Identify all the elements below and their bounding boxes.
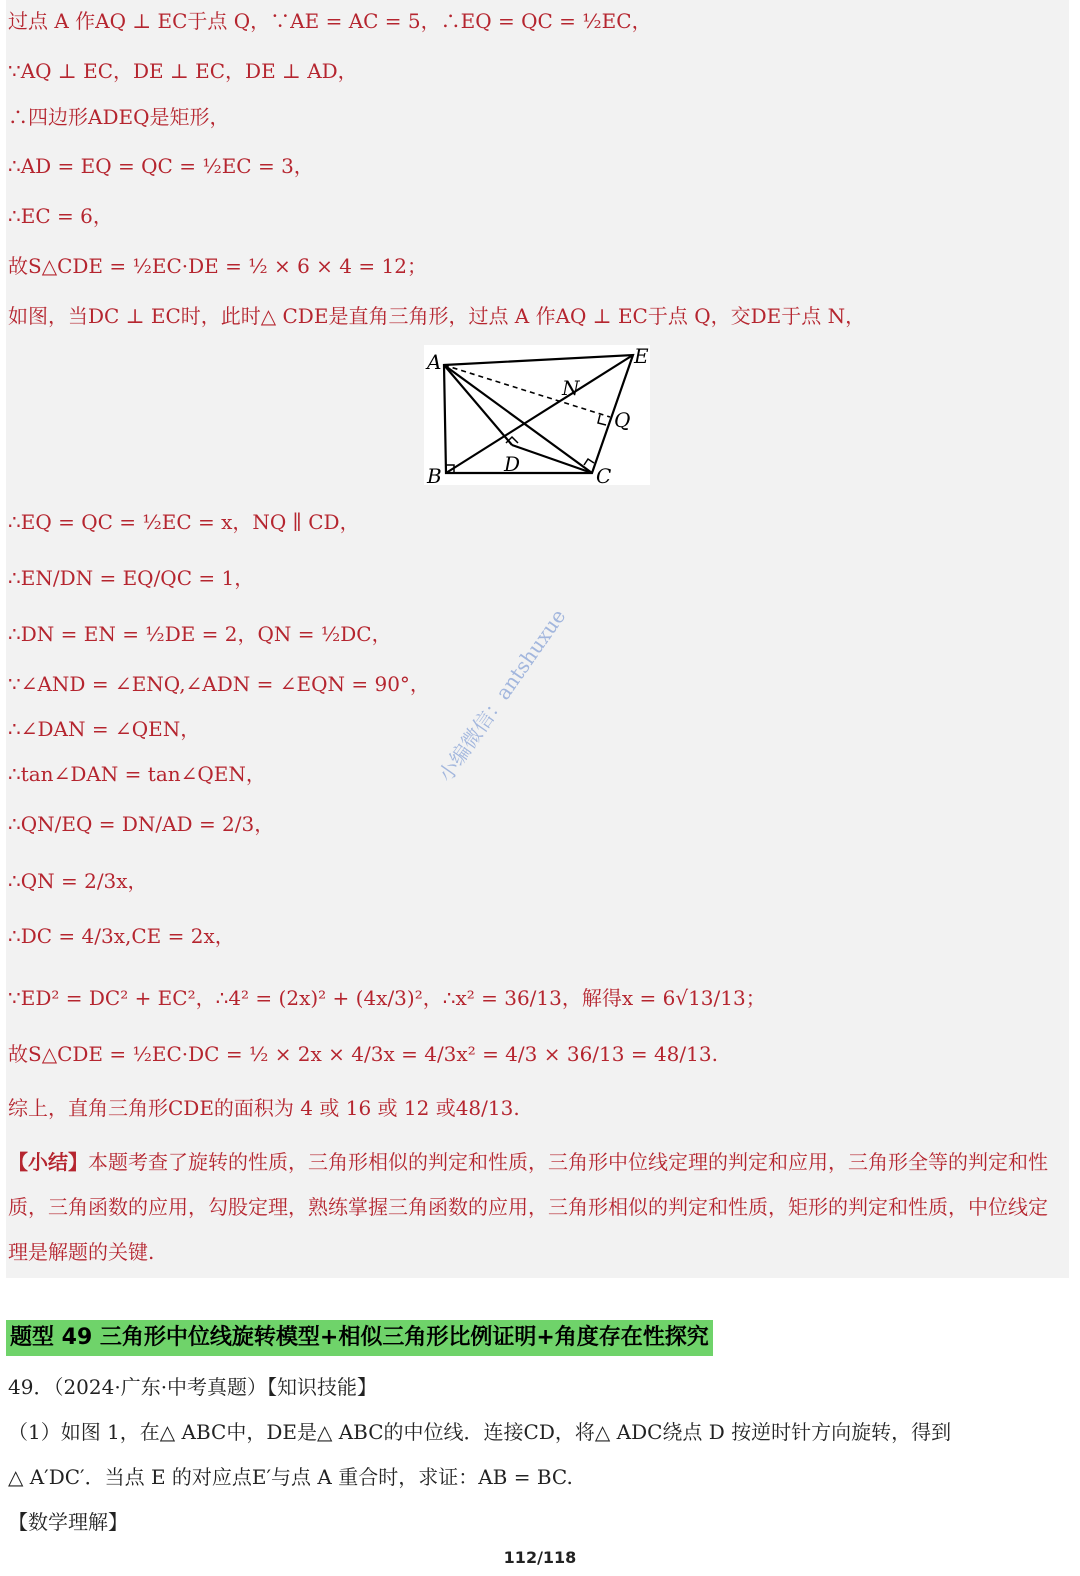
solution-line: ∴QN/EQ = DN/AD = 2/3，: [8, 812, 275, 836]
question-line: （1）如图 1，在△ ABC中，DE是△ ABC的中位线．连接CD，将△ ADC绕点 D 按逆时针方向旋转，得到: [8, 1420, 952, 1444]
label-q: Q: [614, 408, 631, 432]
solution-line: ∴EQ = QC = ½EC = x，NQ ∥ CD，: [8, 510, 360, 534]
summary-text: 本题考查了旋转的性质，三角形相似的判定和性质，三角形中位线定理的判定和应用，三角形全等的判定和性质，三角函数的应用，勾股定理，熟练掌握三角函数的应用，三角形相似的判定和性质，矩形的判定和性质，中位线定理是解题的关键.: [8, 1150, 1048, 1264]
solution-line: ∵AQ ⊥ EC，DE ⊥ EC，DE ⊥ AD，: [8, 59, 358, 83]
page-number: 112/118: [503, 1548, 577, 1567]
watermark: 小编微信：antshuxue: [433, 604, 571, 787]
label-c: C: [596, 464, 612, 485]
solution-line: 过点 A 作AQ ⊥ EC于点 Q，∵AE = AC = 5，∴EQ = QC = ½EC，: [8, 9, 652, 33]
summary-tag: 【小结】: [8, 1150, 88, 1174]
question-line: 49．（2024·广东·中考真题）【知识技能】: [8, 1375, 378, 1399]
solution-line: 故S△CDE = ½EC·DC = ½ × 2x × 4/3x = 4/3x² = 4/3 × 36/13 = 48/13.: [8, 1042, 718, 1066]
question-line: 【数学理解】: [8, 1510, 128, 1534]
solution-line: ∴EN/DN = EQ/QC = 1，: [8, 566, 255, 590]
label-n: N: [562, 376, 580, 400]
label-a: A: [427, 350, 442, 374]
section-title: 题型 49 三角形中位线旋转模型+相似三角形比例证明+角度存在性探究: [6, 1320, 713, 1356]
solution-line: ∵∠AND = ∠ENQ,∠ADN = ∠EQN = 90°，: [8, 672, 430, 696]
solution-line: 综上，直角三角形CDE的面积为 4 或 16 或 12 或48/13.: [8, 1096, 520, 1120]
label-e: E: [634, 345, 649, 368]
solution-line: ∴tan∠DAN = tan∠QEN，: [8, 762, 266, 786]
label-b: B: [427, 464, 442, 485]
geometry-figure: [424, 345, 650, 485]
solution-line: 如图，当DC ⊥ EC时，此时△ CDE是直角三角形，过点 A 作AQ ⊥ EC于点 Q，交DE于点 N，: [8, 304, 866, 328]
solution-line: ∵ED² = DC² + EC²，∴4² = (2x)² + (4x/3)²，∴x² = 36/13，解得x = 6√13/13；: [8, 986, 766, 1010]
summary-paragraph: [8, 1140, 1058, 1275]
solution-line: ∴DN = EN = ½DE = 2，QN = ½DC，: [8, 622, 392, 646]
label-d: D: [504, 452, 521, 476]
solution-line: ∴QN = 2/3x，: [8, 869, 148, 893]
solution-line: ∴四边形ADEQ是矩形，: [8, 105, 230, 129]
solution-line: 故S△CDE = ½EC·DE = ½ × 6 × 4 = 12；: [8, 254, 427, 278]
solution-line: ∴∠DAN = ∠QEN，: [8, 717, 201, 741]
solution-line: ∴AD = EQ = QC = ½EC = 3，: [8, 154, 314, 178]
solution-line: ∴DC = 4/3x,CE = 2x，: [8, 924, 235, 948]
solution-line: ∴EC = 6，: [8, 204, 113, 228]
question-line: △ A′DC′．当点 E 的对应点E′与点 A 重合时，求证：AB = BC.: [8, 1465, 573, 1489]
